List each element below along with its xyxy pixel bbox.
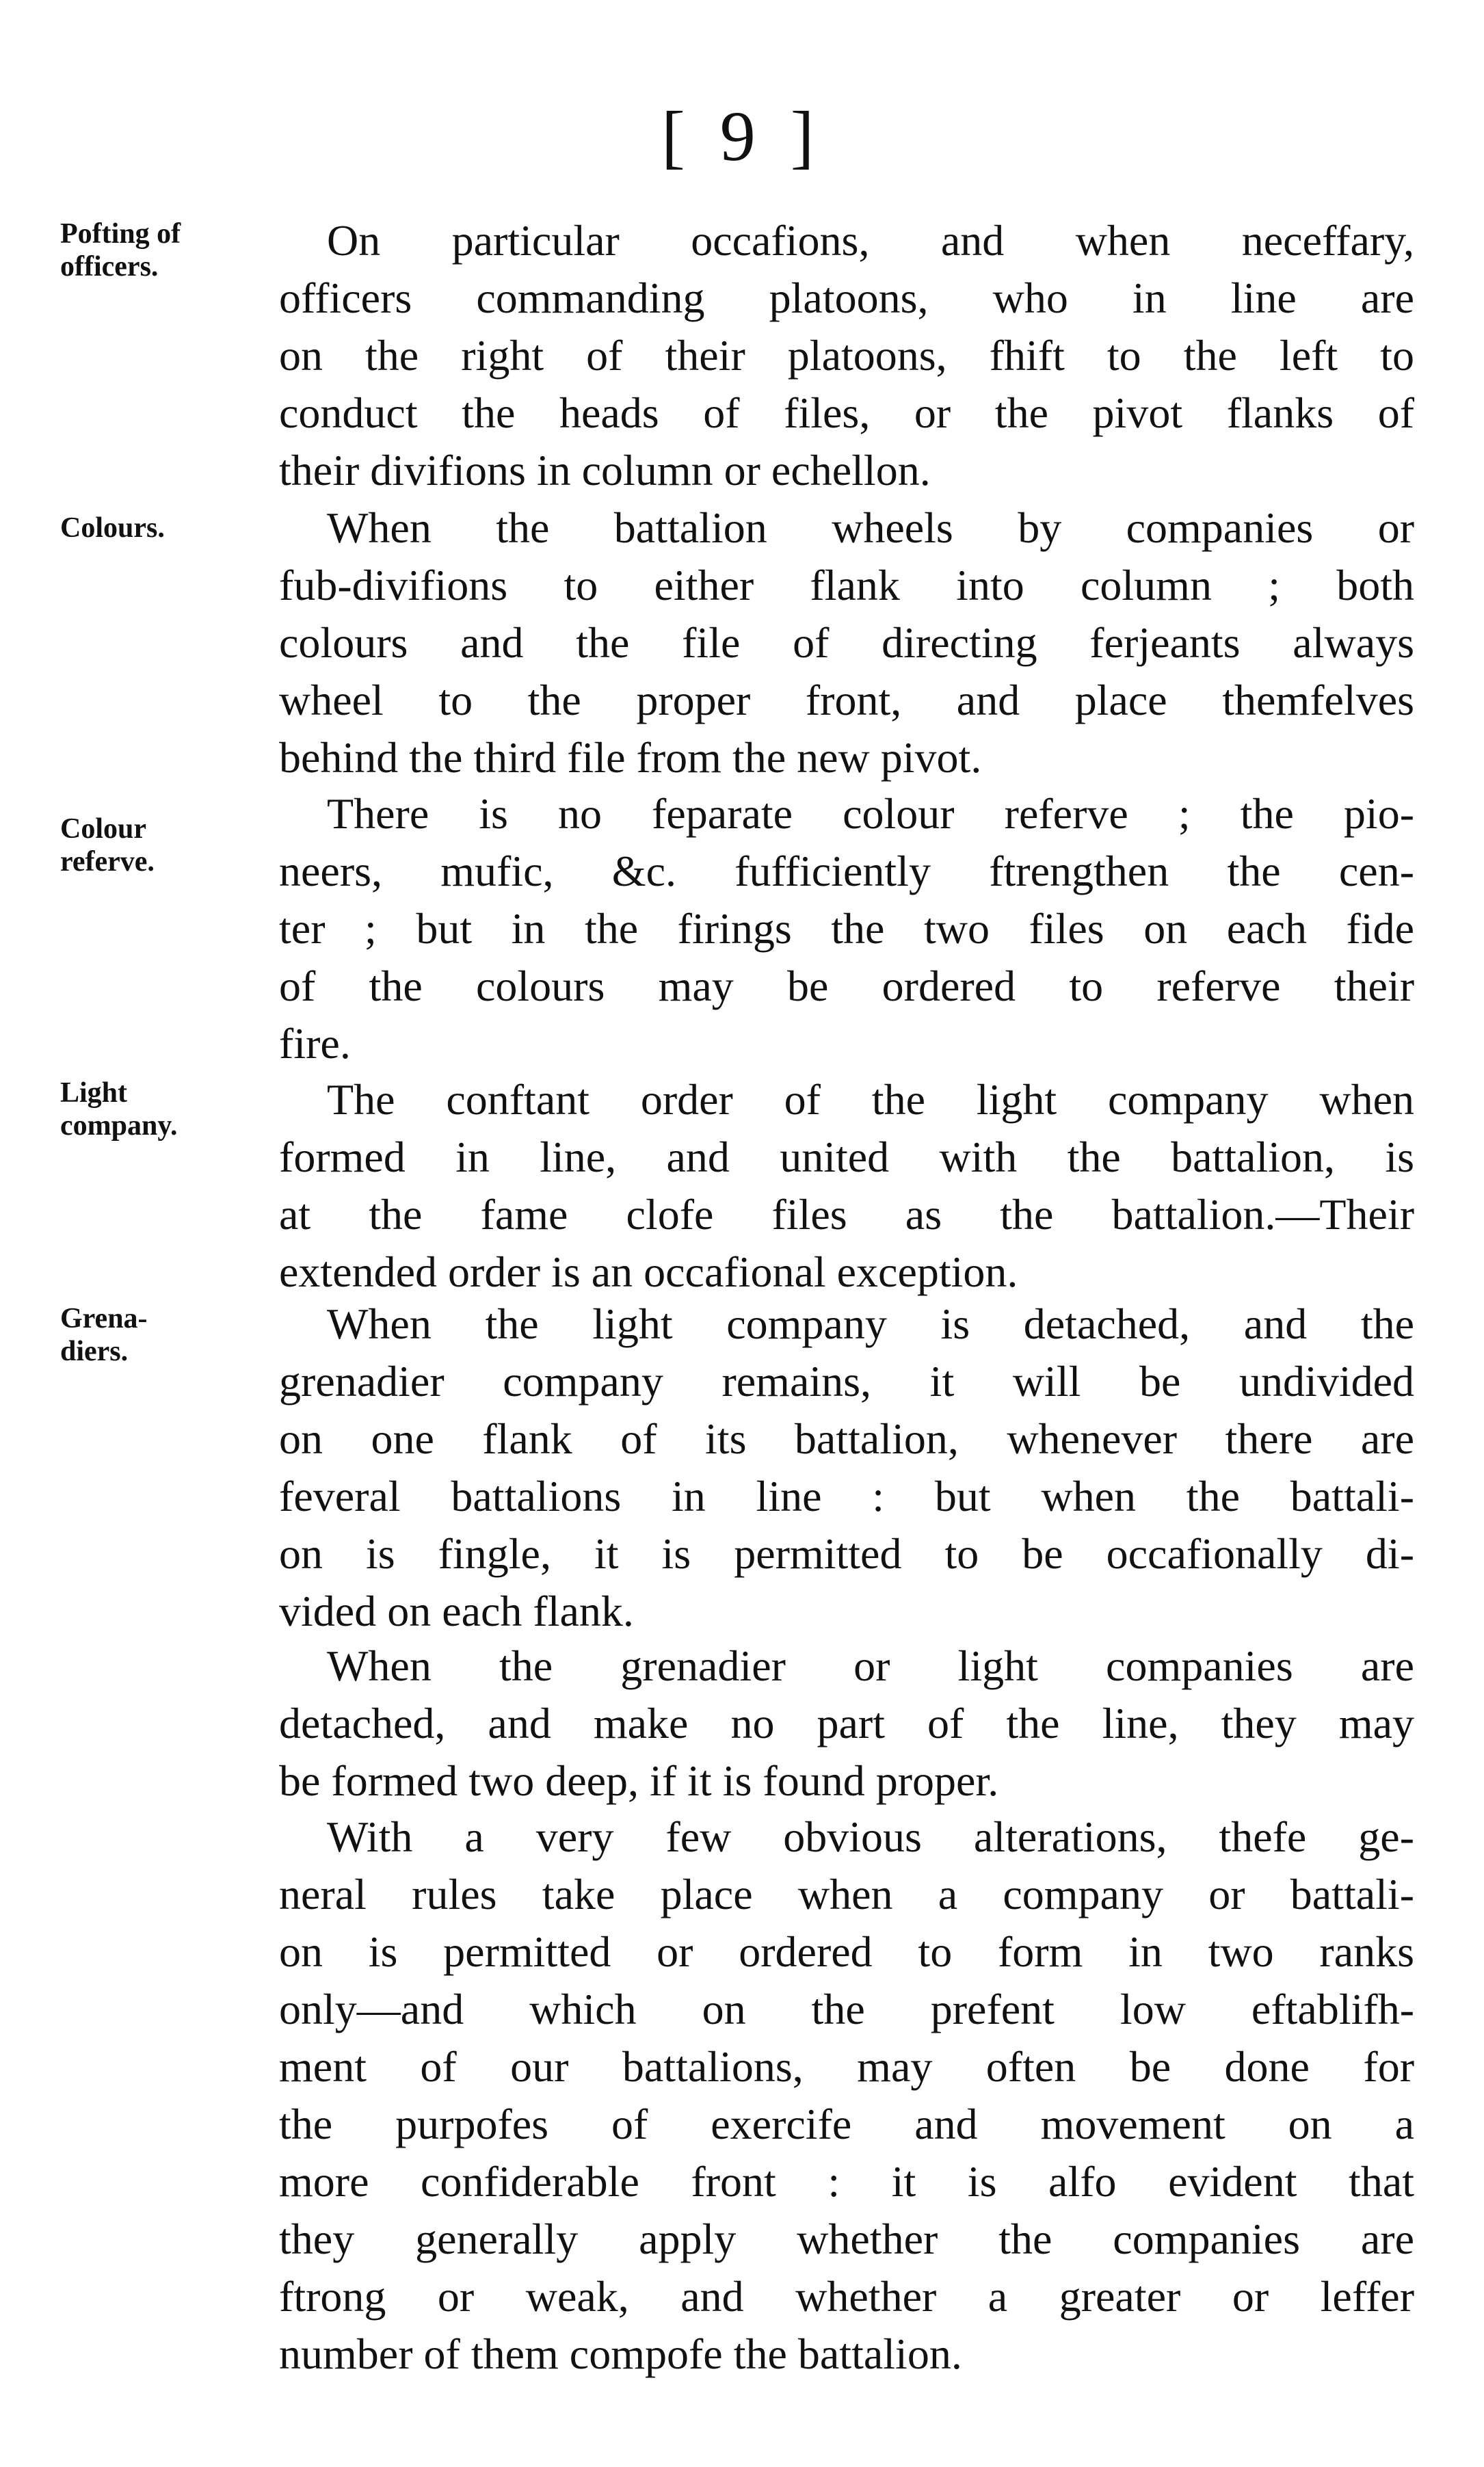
text-line: conduct the heads of files, or the pivot flanks of bbox=[279, 388, 1414, 437]
margin-note-line: Pofting of bbox=[60, 218, 181, 250]
text-line: wheel to the proper front, and place themfelves bbox=[279, 676, 1414, 724]
text-line: When the battalion wheels by companies or bbox=[327, 503, 1414, 552]
text-line: on the right of their platoons, fhift to the left to bbox=[279, 331, 1414, 380]
text-line: behind the third file from the new pivot. bbox=[279, 733, 982, 782]
text-line: The conftant order of the light company when bbox=[327, 1075, 1414, 1124]
text-line: officers commanding platoons, who in line are bbox=[279, 274, 1414, 322]
text-line: vided on each flank. bbox=[279, 1587, 634, 1635]
text-line: more confiderable front : it is alfo evident that bbox=[279, 2157, 1414, 2206]
margin-note-line: officers. bbox=[60, 251, 159, 282]
text-line: On particular occafions, and when neceffary, bbox=[327, 216, 1414, 265]
text-line: be formed two deep, if it is found proper. bbox=[279, 1756, 999, 1805]
text-line: on is fingle, it is permitted to be occafionally di- bbox=[279, 1529, 1414, 1578]
margin-note bbox=[60, 512, 265, 544]
margin-note-line: diers. bbox=[60, 1336, 129, 1367]
margin-note bbox=[60, 813, 265, 878]
margin-note-line: company. bbox=[60, 1110, 178, 1142]
margin-note bbox=[60, 1302, 265, 1368]
text-line: With a very few obvious alterations, thefe ge- bbox=[327, 1812, 1414, 1861]
text-line: fire. bbox=[279, 1019, 351, 1068]
margin-note-line: referve. bbox=[60, 846, 155, 878]
text-line: When the light company is detached, and the bbox=[327, 1300, 1414, 1348]
text-line: When the grenadier or light companies are bbox=[327, 1641, 1414, 1690]
text-line: extended order is an occafional exception. bbox=[279, 1248, 1018, 1296]
margin-note bbox=[60, 1077, 265, 1142]
text-line: they generally apply whether the companies are bbox=[279, 2215, 1414, 2263]
text-line: ftrong or weak, and whether a greater or leffer bbox=[279, 2272, 1414, 2321]
text-line: ment of our battalions, may often be done for bbox=[279, 2042, 1414, 2091]
text-line: number of them compofe the battalion. bbox=[279, 2330, 962, 2378]
margin-note-line: Colour bbox=[60, 813, 146, 845]
text-line: their divifions in column or echellon. bbox=[279, 446, 931, 494]
text-line: at the fame clofe files as the battalion.—Their bbox=[279, 1190, 1414, 1239]
text-line: neral rules take place when a company or battali- bbox=[279, 1870, 1414, 1918]
text-line: detached, and make no part of the line, they may bbox=[279, 1699, 1414, 1747]
text-line: grenadier company remains, it will be undivided bbox=[279, 1357, 1414, 1406]
margin-note-line: Colours. bbox=[60, 512, 165, 544]
text-line: formed in line, and united with the battalion, is bbox=[279, 1133, 1414, 1181]
text-line: neers, mufic, &c. fufficiently ftrengthen the cen- bbox=[279, 847, 1414, 895]
margin-note bbox=[60, 217, 265, 283]
text-line: on one flank of its battalion, whenever there are bbox=[279, 1414, 1414, 1463]
text-line: ter ; but in the firings the two files on each fide bbox=[279, 904, 1414, 953]
margin-note-line: Grena- bbox=[60, 1303, 148, 1334]
margin-note-line: Light bbox=[60, 1077, 128, 1109]
text-line: the purpofes of exercife and movement on a bbox=[279, 2100, 1414, 2148]
text-line: colours and the file of directing ferjeants always bbox=[279, 618, 1414, 667]
text-line: There is no feparate colour referve ; the pio- bbox=[327, 789, 1414, 838]
page-number: [ 9 ] bbox=[661, 97, 823, 176]
text-line: on is permitted or ordered to form in two ranks bbox=[279, 1927, 1414, 1976]
text-line: fub-divifions to either flank into column ; both bbox=[279, 561, 1414, 609]
text-line: feveral battalions in line : but when the battali- bbox=[279, 1472, 1414, 1520]
text-line: of the colours may be ordered to referve their bbox=[279, 962, 1414, 1010]
text-line: only—and which on the prefent low eftablifh- bbox=[279, 1985, 1414, 2033]
